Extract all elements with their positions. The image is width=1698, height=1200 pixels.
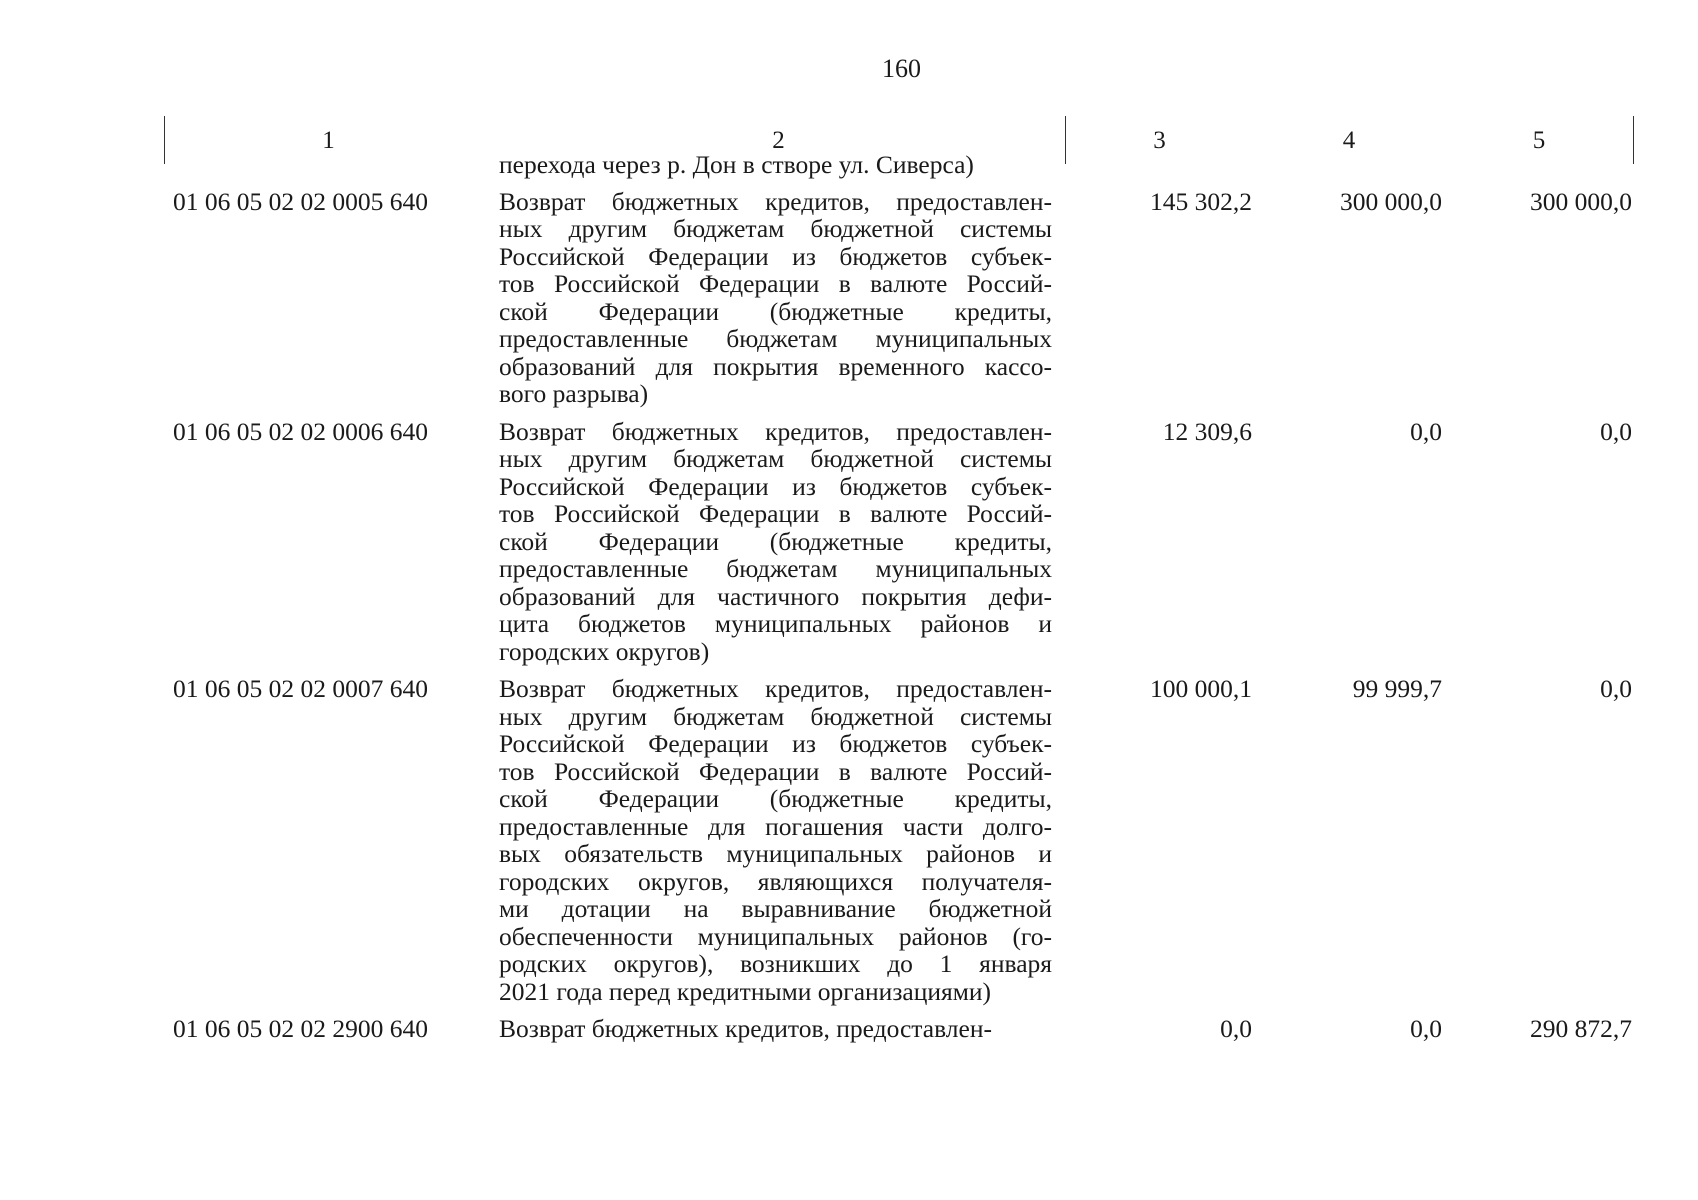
value-cell-5: 0,0 — [1600, 416, 1632, 446]
description-line: образований для частичного покрытия дефи- — [499, 581, 1052, 611]
value-cell-4: 0,0 — [1410, 1014, 1442, 1043]
description-line: предоставленные для погашения части долго- — [499, 811, 1052, 841]
table-row — [164, 418, 1634, 666]
description-line: ных другим бюджетам бюджетной системы — [499, 444, 1052, 473]
description-line: Российской Федерации из бюджетов субъек- — [499, 729, 1052, 758]
value-cell-3: 0,0 — [1220, 1014, 1252, 1043]
description-line: тов Российской Федерации в валюте Россий- — [499, 756, 1052, 786]
description-line: Российской Федерации из бюджетов субъек- — [499, 471, 1052, 501]
description-line: Возврат бюджетных кредитов, предоставлен- — [499, 186, 1052, 216]
value-cell-3: 12 309,6 — [1162, 416, 1252, 446]
description-cell — [491, 188, 1052, 408]
value-cell-3: 145 302,2 — [1150, 186, 1252, 216]
description-line: тов Российской Федерации в валюте Россий- — [499, 499, 1052, 528]
description-line: ской Федерации (бюджетные кредиты, — [499, 784, 1052, 813]
description-line: вых обязательств муниципальных районов и — [499, 839, 1052, 868]
code-cell: 01 06 05 02 02 0006 640 — [173, 416, 428, 446]
description-line: Возврат бюджетных кредитов, предоставлен- — [499, 416, 1052, 446]
value-cell-4: 99 999,7 — [1352, 674, 1442, 703]
description-line: ных другим бюджетам бюджетной системы — [499, 701, 1052, 731]
header-col-1: 1 — [322, 127, 335, 154]
header-col-4: 4 — [1342, 127, 1356, 154]
table-row — [164, 188, 1634, 408]
table-header-row — [164, 116, 1634, 164]
budget-table — [164, 116, 1634, 1053]
description-line: образований для покрытия временного кассо- — [499, 351, 1052, 381]
header-col-2: 2 — [772, 127, 785, 154]
description-line: родских округов), возникших до 1 января — [499, 949, 1052, 978]
value-cell-5: 290 872,7 — [1530, 1014, 1632, 1043]
header-col-3: 3 — [1153, 127, 1166, 154]
value-cell-4: 300 000,0 — [1340, 186, 1442, 216]
description-line: вого разрыва) — [499, 379, 649, 408]
page-number: 160 — [882, 54, 921, 83]
description-line: обеспеченности муниципальных районов (го- — [499, 921, 1052, 951]
code-cell: 01 06 05 02 02 0007 640 — [173, 674, 428, 703]
header-col-5: 5 — [1532, 127, 1546, 154]
description-line: 2021 года перед кредитными организациями) — [499, 976, 992, 1006]
table-row — [164, 1015, 1634, 1043]
value-cell-5: 300 000,0 — [1530, 186, 1632, 216]
description-cell — [491, 1015, 1052, 1043]
description-line: Возврат бюджетных кредитов, предоставлен- — [499, 1014, 992, 1043]
description-line: Возврат бюджетных кредитов, предоставлен- — [499, 674, 1052, 703]
description-line: ных другим бюджетам бюджетной системы — [499, 214, 1052, 243]
code-cell: 01 06 05 02 02 2900 640 — [173, 1014, 428, 1043]
description-line: предоставленные бюджетам муниципальных — [499, 554, 1052, 583]
description-line: ми дотации на выравнивание бюджетной — [499, 894, 1052, 923]
description-line: ской Федерации (бюджетные кредиты, — [499, 526, 1052, 556]
description-line: ской Федерации (бюджетные кредиты, — [499, 296, 1052, 326]
description-line: городских округов) — [499, 636, 710, 666]
description-line: предоставленные бюджетам муниципальных — [499, 324, 1052, 353]
description-line: перехода через р. Дон в створе ул. Сиверса) — [499, 150, 974, 179]
description-line: Российской Федерации из бюджетов субъек- — [499, 241, 1052, 271]
table-body — [164, 188, 1634, 1043]
value-cell-3: 100 000,1 — [1150, 674, 1252, 703]
description-line: городских округов, являющихся получателя- — [499, 866, 1052, 896]
value-cell-4: 0,0 — [1410, 416, 1442, 446]
code-cell: 01 06 05 02 02 0005 640 — [173, 186, 428, 216]
value-cell-5: 0,0 — [1600, 674, 1632, 703]
description-line: цита бюджетов муниципальных районов и — [499, 609, 1052, 638]
table-row — [164, 675, 1634, 1005]
description-cell — [491, 418, 1052, 666]
description-cell — [491, 675, 1052, 1005]
description-line: тов Российской Федерации в валюте Россий- — [499, 269, 1052, 298]
